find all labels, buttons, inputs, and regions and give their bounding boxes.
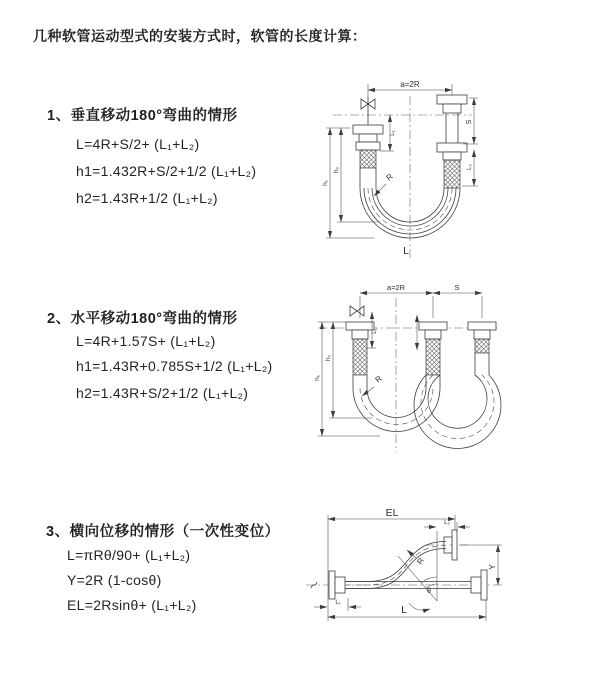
right-flange (471, 570, 487, 600)
braided-hose-section (426, 339, 440, 375)
dim-l1 (314, 598, 361, 611)
diagram-horizontal-180-bend (310, 284, 600, 460)
dim-label-l1: L₁ (390, 130, 396, 136)
dim-l (328, 600, 486, 621)
dim-heights (314, 322, 380, 436)
dim-label-r: R (415, 556, 426, 567)
dim-l2 (424, 520, 470, 532)
u-bend-hose (360, 188, 460, 238)
section3-formula-Y: Y=2R (1-cosθ) (67, 572, 162, 588)
centerlines (318, 298, 500, 452)
braided-hose-section (353, 339, 367, 375)
braided-hose-section (360, 150, 376, 168)
section1-formula-L: L=4R+S/2+ (L₁+L₂) (76, 136, 200, 152)
dim-label-h2: h₂ (325, 354, 332, 362)
diagram-vertical-180-bend (312, 74, 600, 260)
dim-label-h1: h₁ (314, 375, 321, 381)
dim-label-h1: h₁ (322, 180, 329, 186)
braided-hose-section (475, 339, 489, 353)
dim-label-a2r: a=2R (386, 283, 406, 292)
dim-el (328, 507, 455, 621)
section2-formula-h1: h1=1.43R+0.785S+1/2 (L₁+L₂) (76, 358, 273, 374)
dim-l1 (366, 312, 417, 350)
left-pipe-fitting (346, 322, 374, 388)
dim-label-theta: θ (427, 588, 431, 595)
section1-formula-h1: h1=1.432R+S/2+1/2 (L₁+L₂) (76, 163, 257, 179)
section3-heading: 3、横向位移的情形（一次性变位） (46, 524, 280, 540)
right-pipe-fitting (468, 322, 496, 375)
dim-label-r: R (384, 171, 395, 183)
section2-formula-L: L=4R+1.57S+ (L₁+L₂) (76, 333, 216, 349)
left-flange (329, 571, 345, 599)
braided-hose-section (444, 160, 460, 188)
dim-label-r: R (373, 373, 384, 385)
dim-label-el: EL (385, 507, 399, 519)
dim-label-l: L (403, 246, 409, 257)
dim-label-l1: L₁ (372, 328, 378, 334)
section2-formula-h2: h2=1.43R+S/2+1/2 (L₁+L₂) (76, 385, 249, 401)
dim-label-l1: L₁ (335, 600, 341, 606)
u-bend-hose-shifted (414, 375, 501, 448)
section1-formula-h2: h2=1.43R+1/2 (L₁+L₂) (76, 190, 218, 206)
u-bend-hose-original (353, 388, 440, 432)
section2-heading: 2、水平移动180°弯曲的情形 (47, 311, 238, 327)
dim-label-s: S (466, 119, 473, 125)
dim-span (368, 80, 452, 97)
page-title: 几种软管运动型式的安装方式时，软管的长度计算： (33, 28, 367, 44)
radius-callout (374, 172, 395, 196)
dim-label-h2: h₂ (333, 166, 340, 174)
left-pipe-fitting (353, 125, 383, 188)
diagram-lateral-displacement (300, 505, 600, 647)
dim-label-s: S (454, 283, 460, 292)
dim-label-a2r: a=2R (400, 80, 420, 89)
dim-label-y: Y (488, 564, 497, 570)
angle-construction (398, 556, 437, 610)
dim-label-l2: L₂ (444, 520, 450, 526)
valve-icon (361, 97, 375, 125)
section1-heading: 1、垂直移动180°弯曲的情形 (47, 108, 238, 124)
right-pipe-fitting (437, 95, 467, 188)
section3-formula-EL: EL=2Rsinθ+ (L₁+L₂) (67, 597, 197, 613)
dim-s-l2 (462, 98, 478, 186)
radius-callout (362, 374, 384, 396)
dim-label-l: L (401, 604, 407, 616)
valve-icon (350, 306, 364, 316)
dim-label-l2: L₂ (467, 164, 473, 170)
section3-formula-L: L=πRθ/90+ (L₁+L₂) (67, 547, 191, 563)
dim-span (360, 283, 482, 318)
